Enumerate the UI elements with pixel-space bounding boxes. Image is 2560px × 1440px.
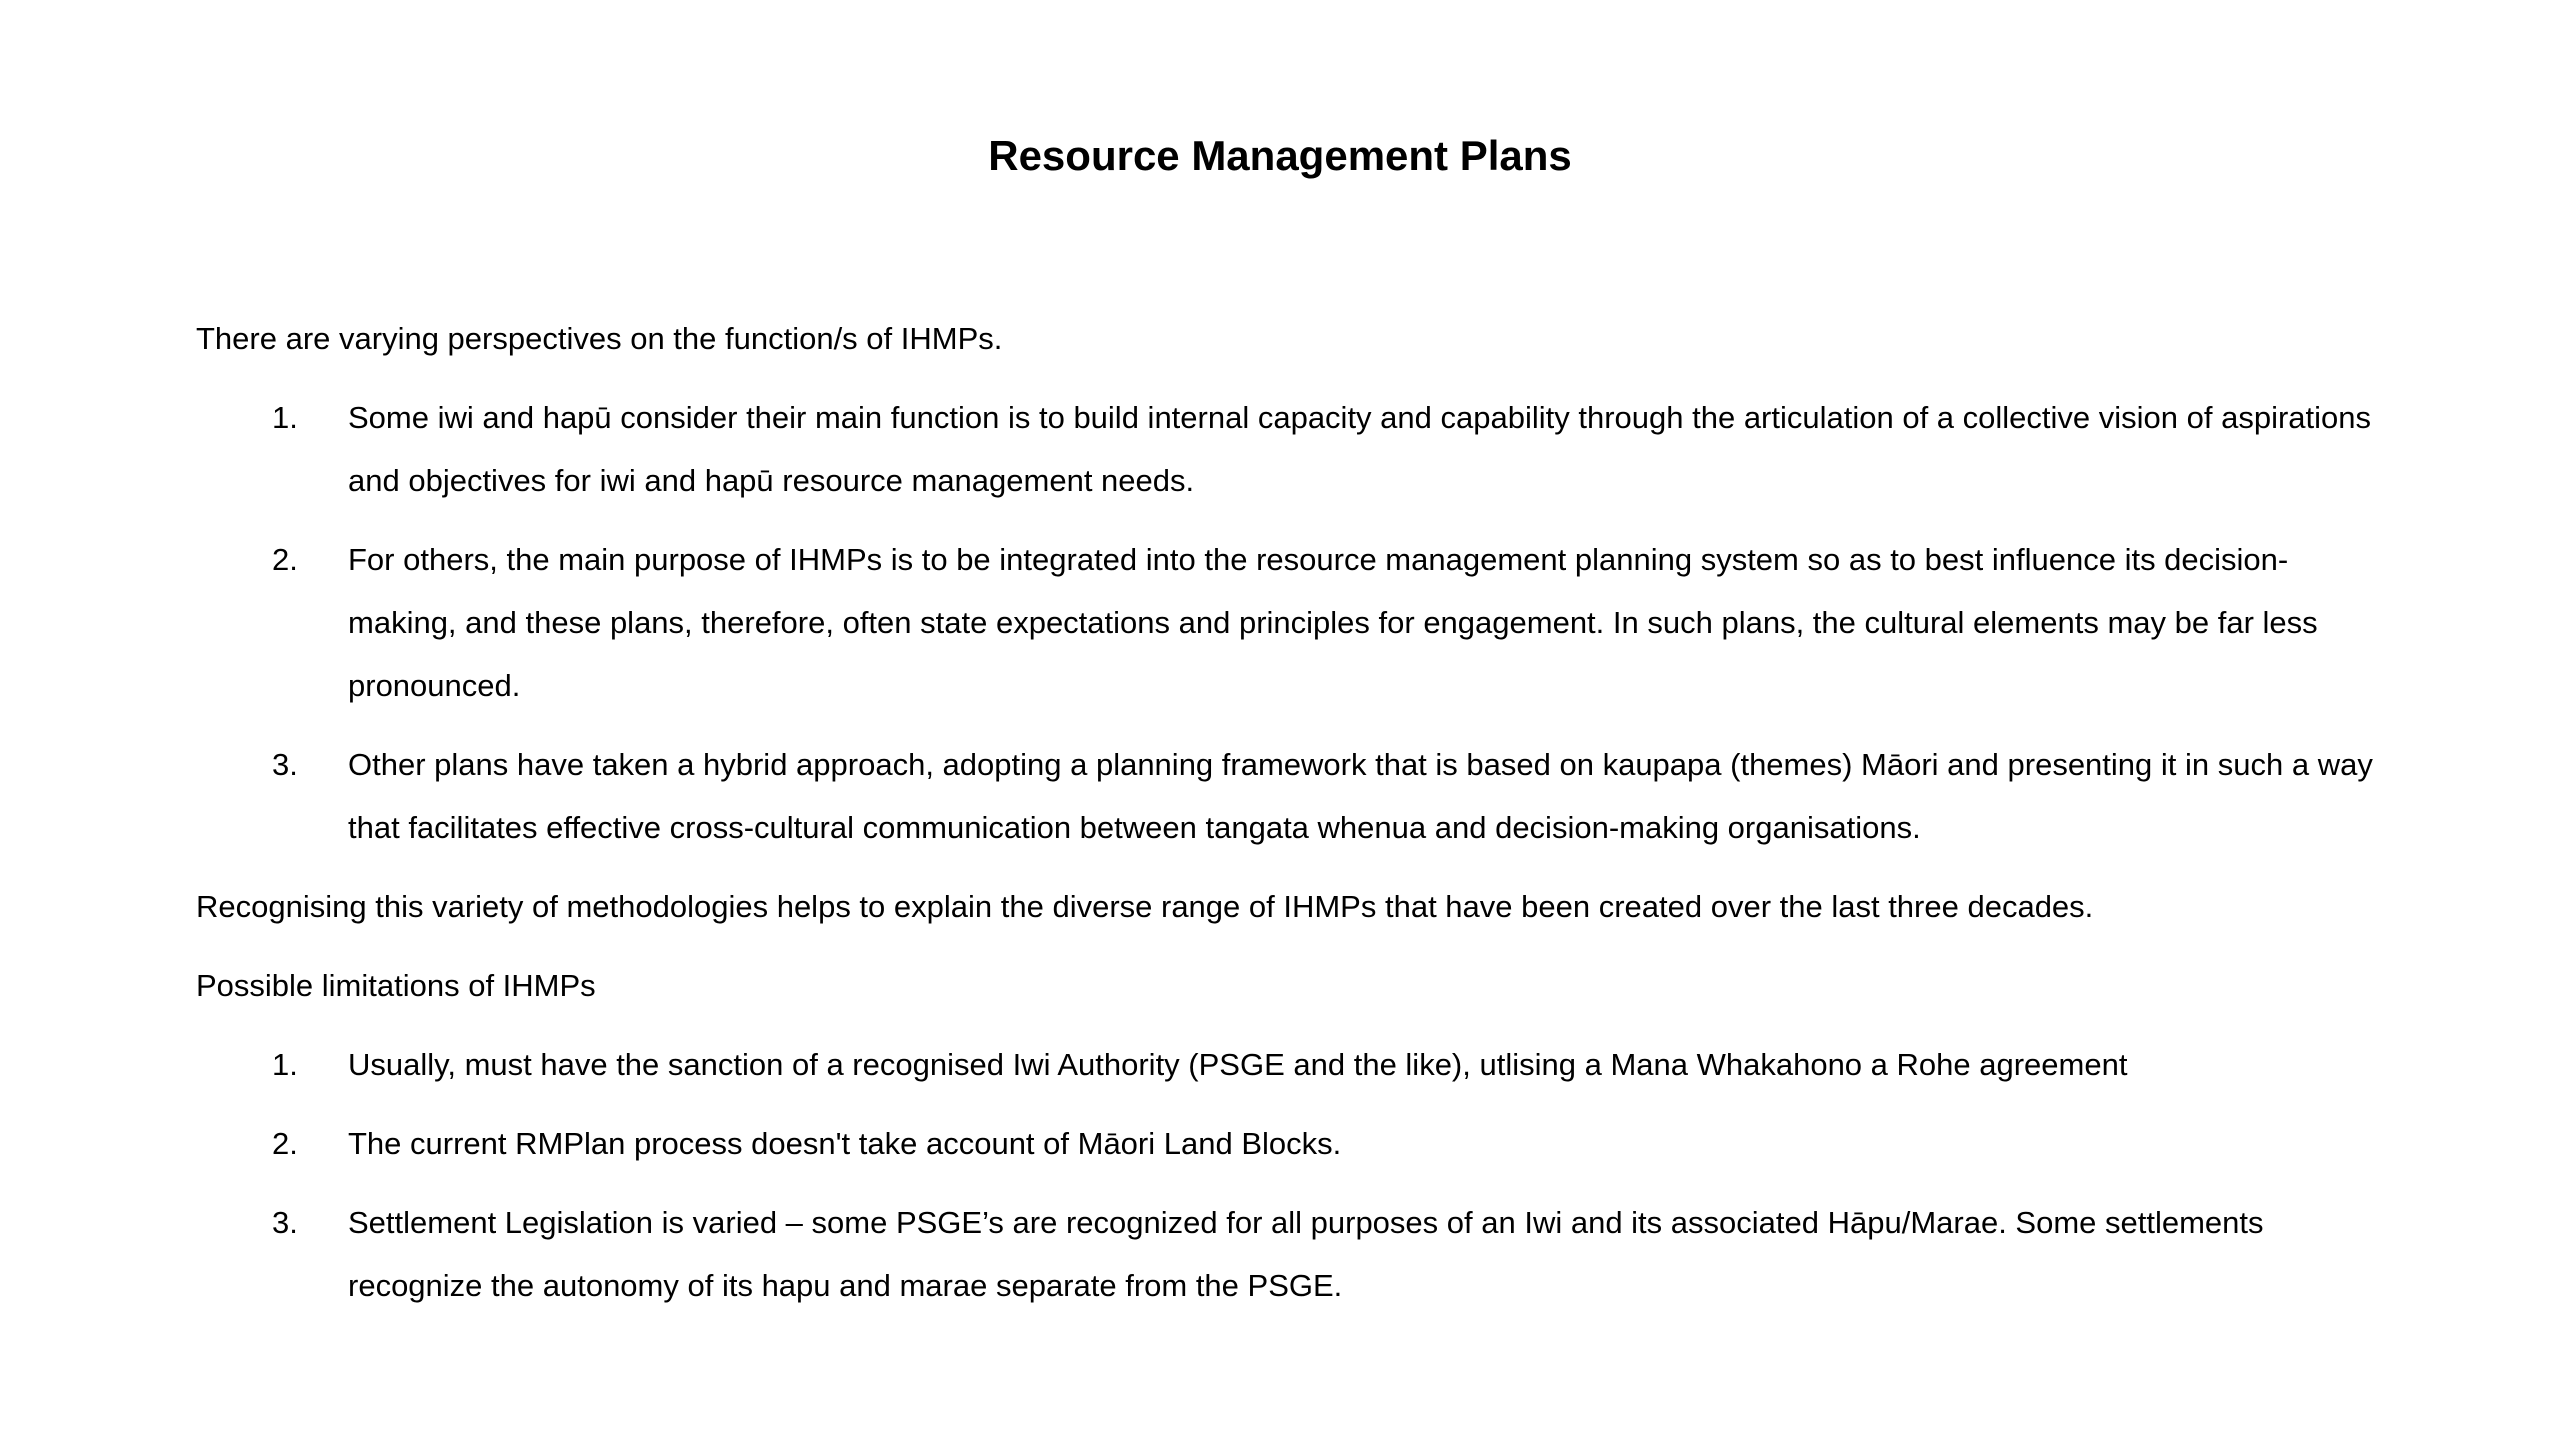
list-item	[196, 1112, 2396, 1175]
list-number: 1.	[272, 400, 298, 435]
list-number: 1.	[272, 1047, 298, 1082]
list-item-text: Usually, must have the sanction of a recognised Iwi Authority (PSGE and the like), utlising a Mana Whakahono a Rohe agreement	[348, 1047, 2128, 1082]
list-item-text: Some iwi and hapū consider their main function is to build internal capacity and capability through the articulation of a collective vision of aspirations and objectives for iwi and hapū resource management needs.	[348, 400, 2372, 498]
list-item	[196, 386, 2396, 512]
limitations-heading: Possible limitations of IHMPs	[196, 968, 596, 1003]
list-item-text: Other plans have taken a hybrid approach, adopting a planning framework that is based on kaupapa (themes) Māori and presenting it in such a way that facilitates effective cross-cultural communication between tangata whenua and decision-making organisations.	[348, 747, 2373, 845]
list-number: 3.	[272, 747, 298, 782]
document-body	[196, 307, 2396, 1333]
intro-paragraph: There are varying perspectives on the function/s of IHMPs.	[196, 321, 1003, 356]
perspectives-list	[196, 386, 2396, 859]
limitations-list	[196, 1033, 2396, 1317]
list-item	[196, 733, 2396, 859]
list-number: 3.	[272, 1205, 298, 1240]
list-item-text: For others, the main purpose of IHMPs is to be integrated into the resource management planning system so as to best influence its decision-making, and these plans, therefore, often state expectations and principles for engagement. In such plans, the cultural elements may be far less pronounced.	[348, 542, 2318, 703]
list-item-text: Settlement Legislation is varied – some PSGE’s are recognized for all purposes of an Iwi and its associated Hāpu/Marae. Some settlements recognize the autonomy of its hapu and marae separate from the PSGE.	[348, 1205, 2264, 1303]
list-item-text: The current RMPlan process doesn't take account of Māori Land Blocks.	[348, 1126, 1342, 1161]
list-number: 2.	[272, 542, 298, 577]
list-item	[196, 1191, 2396, 1317]
list-number: 2.	[272, 1126, 298, 1161]
summary-paragraph: Recognising this variety of methodologies helps to explain the diverse range of IHMPs that have been created over the last three decades.	[196, 889, 2094, 924]
list-item	[196, 528, 2396, 717]
page-title: Resource Management Plans	[988, 132, 1572, 179]
list-item	[196, 1033, 2396, 1096]
